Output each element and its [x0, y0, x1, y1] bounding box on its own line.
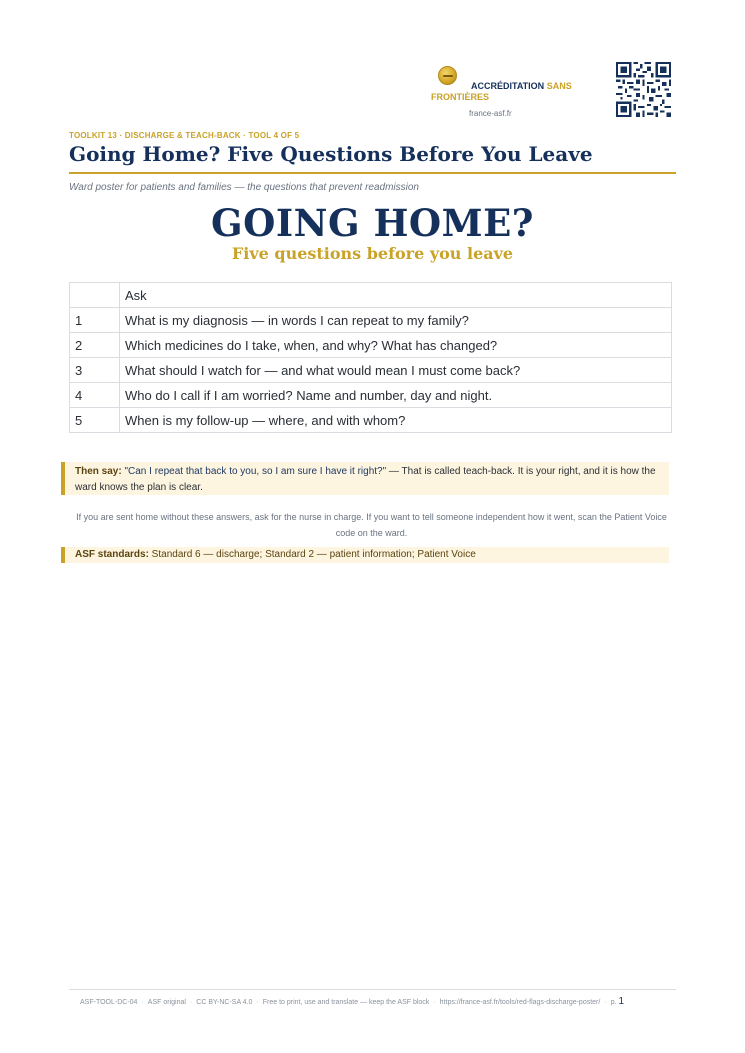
brand-name-part1: ACCRÉDITATION [471, 81, 545, 91]
brand-website: france-asf.fr [469, 109, 512, 118]
qr-code-icon [616, 62, 671, 117]
row-question: What should I watch for — and what would mean I must come back? [120, 358, 672, 383]
standards-text: Standard 6 — discharge; Standard 2 — patient information; Patient Voice [148, 549, 476, 560]
footer-separator: · [141, 999, 144, 1006]
poster-subtitle: Five questions before you leave [231, 244, 514, 263]
row-question: When is my follow-up — where, and with whom? [120, 408, 672, 433]
row-number: 2 [70, 333, 120, 358]
row-number: 4 [70, 383, 120, 408]
brand-name-part2: SANS FRONTIÈRES [431, 81, 572, 102]
page-footer [80, 996, 670, 1007]
page-title: Going Home? Five Questions Before You Leave [69, 142, 593, 166]
row-number: 5 [70, 408, 120, 433]
footer-separator: · [433, 999, 436, 1006]
table-row [70, 308, 672, 333]
table-row [70, 333, 672, 358]
row-question: Who do I call if I am worried? Name and number, day and night. [120, 383, 672, 408]
escalation-note: If you are sent home without these answers, ask for the nurse in charge. If you want to tell someone independent how it went, scan the Patient Voice code on the ward. [76, 512, 667, 538]
questions-table [69, 282, 672, 433]
row-question: Which medicines do I take, when, and why? What has changed? [120, 333, 672, 358]
footer-separator: · [256, 999, 259, 1006]
title-divider [69, 172, 676, 174]
page-subtitle: Ward poster for patients and families — the questions that prevent readmission [69, 182, 419, 193]
table-row [70, 383, 672, 408]
standards-label: ASF standards: [75, 549, 149, 560]
callout-quote: "Can I repeat that back to you, so I am sure I have it right?" [124, 466, 387, 477]
row-number: 1 [70, 308, 120, 333]
row-question: What is my diagnosis — in words I can repeat to my family? [120, 308, 672, 333]
toolkit-kicker: TOOLKIT 13 · DISCHARGE & TEACH-BACK · TOOL 4 OF 5 [69, 131, 300, 140]
footer-separator: · [189, 999, 193, 1006]
footer-page-label: p. [610, 999, 617, 1006]
row-number: 3 [70, 358, 120, 383]
table-header-row [70, 283, 672, 308]
footer-usage: Free to print, use and translate — keep the ASF block [262, 999, 430, 1006]
table-row [70, 358, 672, 383]
footer-page-number: 1 [618, 996, 625, 1007]
footer-url[interactable]: https://france-asf.fr/tools/red-flags-discharge-poster/ [439, 999, 601, 1006]
footer-origin: ASF original [147, 999, 186, 1006]
poster-title: GOING HOME? [211, 201, 534, 245]
footer-separator: · [604, 999, 607, 1006]
footer-divider [69, 989, 676, 990]
teach-back-callout [61, 462, 669, 495]
brand-block [428, 64, 608, 124]
footer-license: CC BY-NC-SA 4.0 [196, 999, 253, 1006]
footer-code: ASF-TOOL-DC-04 [80, 999, 138, 1006]
standards-callout [61, 547, 669, 563]
table-header-ask: Ask [120, 283, 672, 308]
callout-label: Then say: [75, 466, 122, 477]
brand-name [431, 81, 601, 103]
table-row [70, 408, 672, 433]
callout-text: — That is called teach-back. It is your right, and it is how the ward knows the plan is clear. [75, 466, 656, 493]
table-header-number [70, 283, 120, 308]
